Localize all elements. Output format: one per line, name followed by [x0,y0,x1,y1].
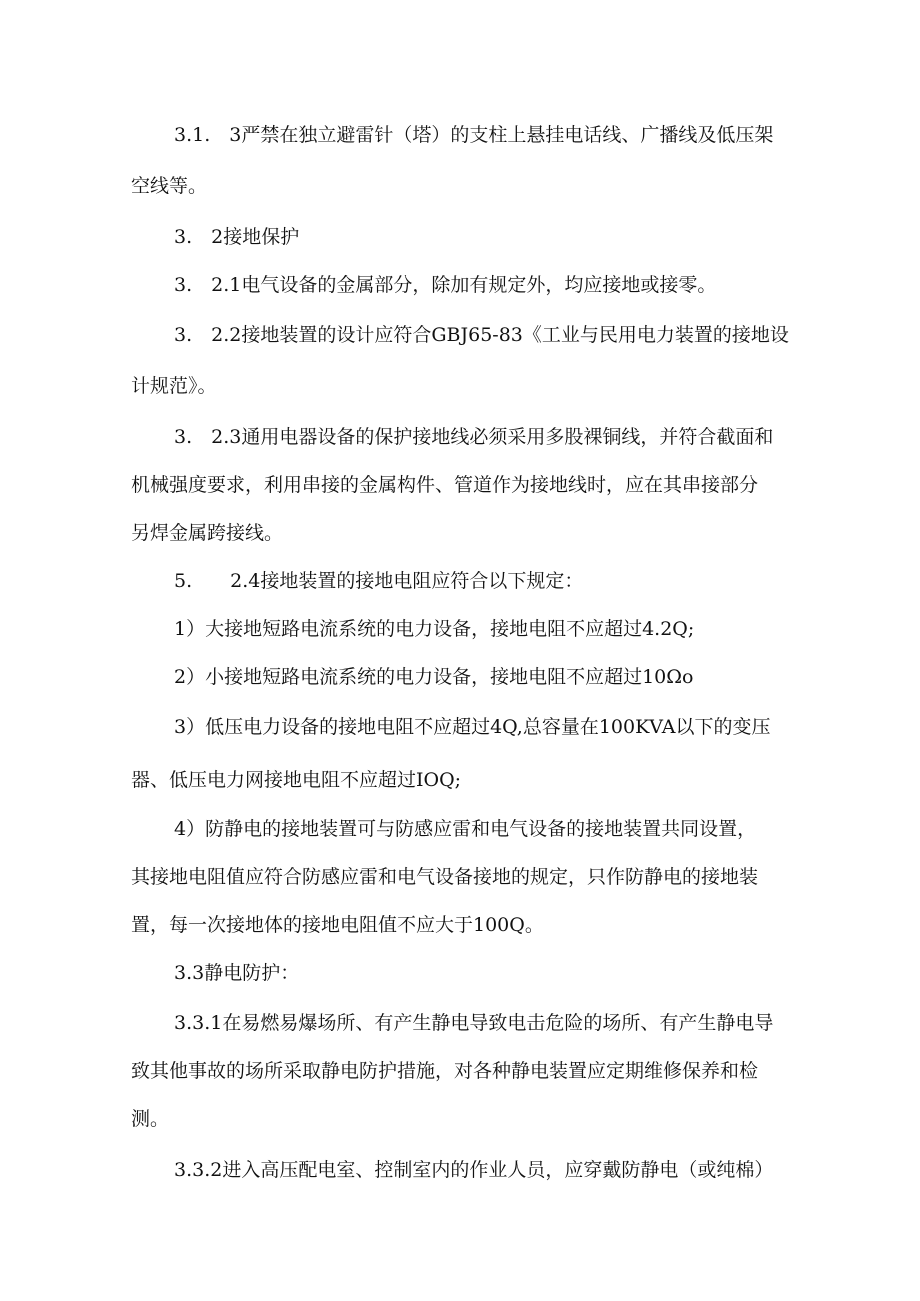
text-line: 致其他事故的场所采取静电防护措施，对各种静电装置应定期维修保养和检 [131,1060,759,1082]
text-line: 其接地电阻值应符合防感应雷和电气设备接地的规定，只作防静电的接地装 [131,866,759,888]
text-line: 5. 2.4接地装置的接地电阻应符合以下规定： [174,570,584,592]
text-line: 置，每一次接地体的接地电阻值不应大于100Q。 [131,914,544,936]
text-line: 3.1. 3严禁在独立避雷针（塔）的支柱上悬挂电话线、广播线及低压架 [174,124,774,146]
text-line: 器、低压电力网接地电阻不应超过IOQ; [131,769,462,791]
text-line: 测。 [131,1108,170,1130]
text-line: 3.3.1在易燃易爆场所、有产生静电导致电击危险的场所、有产生静电导 [174,1012,774,1034]
text-line: 空线等。 [131,175,208,197]
text-line: 机械强度要求，利用串接的金属构件、管道作为接地线时，应在其串接部分 [131,474,759,496]
section-heading: 3.3静电防护： [174,962,300,984]
text-line: 另焊金属跨接线。 [131,522,284,544]
list-item: 4）防静电的接地装置可与防感应雷和电气设备的接地装置共同设置， [174,818,757,840]
text-line: 3. 2.2接地装置的设计应符合GBJ65-83《工业与民用电力装置的接地设 [174,324,789,346]
text-line: 计规范》。 [131,375,217,397]
text-line: 3. 2.1电气设备的金属部分，除加有规定外，均应接地或接零。 [174,274,717,296]
list-item: 1）大接地短路电流系统的电力设备，接地电阻不应超过4.2Q; [174,618,695,640]
list-item: 2）小接地短路电流系统的电力设备，接地电阻不应超过10Ωo [174,666,694,688]
list-item: 3）低压电力设备的接地电阻不应超过4Q,总容量在100KVA以下的变压 [174,716,771,738]
text-line: 3. 2.3通用电器设备的保护接地线必须采用多股裸铜线，并符合截面和 [174,426,774,448]
text-line: 3.3.2进入高压配电室、控制室内的作业人员，应穿戴防静电（或纯棉） [174,1159,774,1181]
section-heading: 3. 2接地保护 [174,226,300,248]
